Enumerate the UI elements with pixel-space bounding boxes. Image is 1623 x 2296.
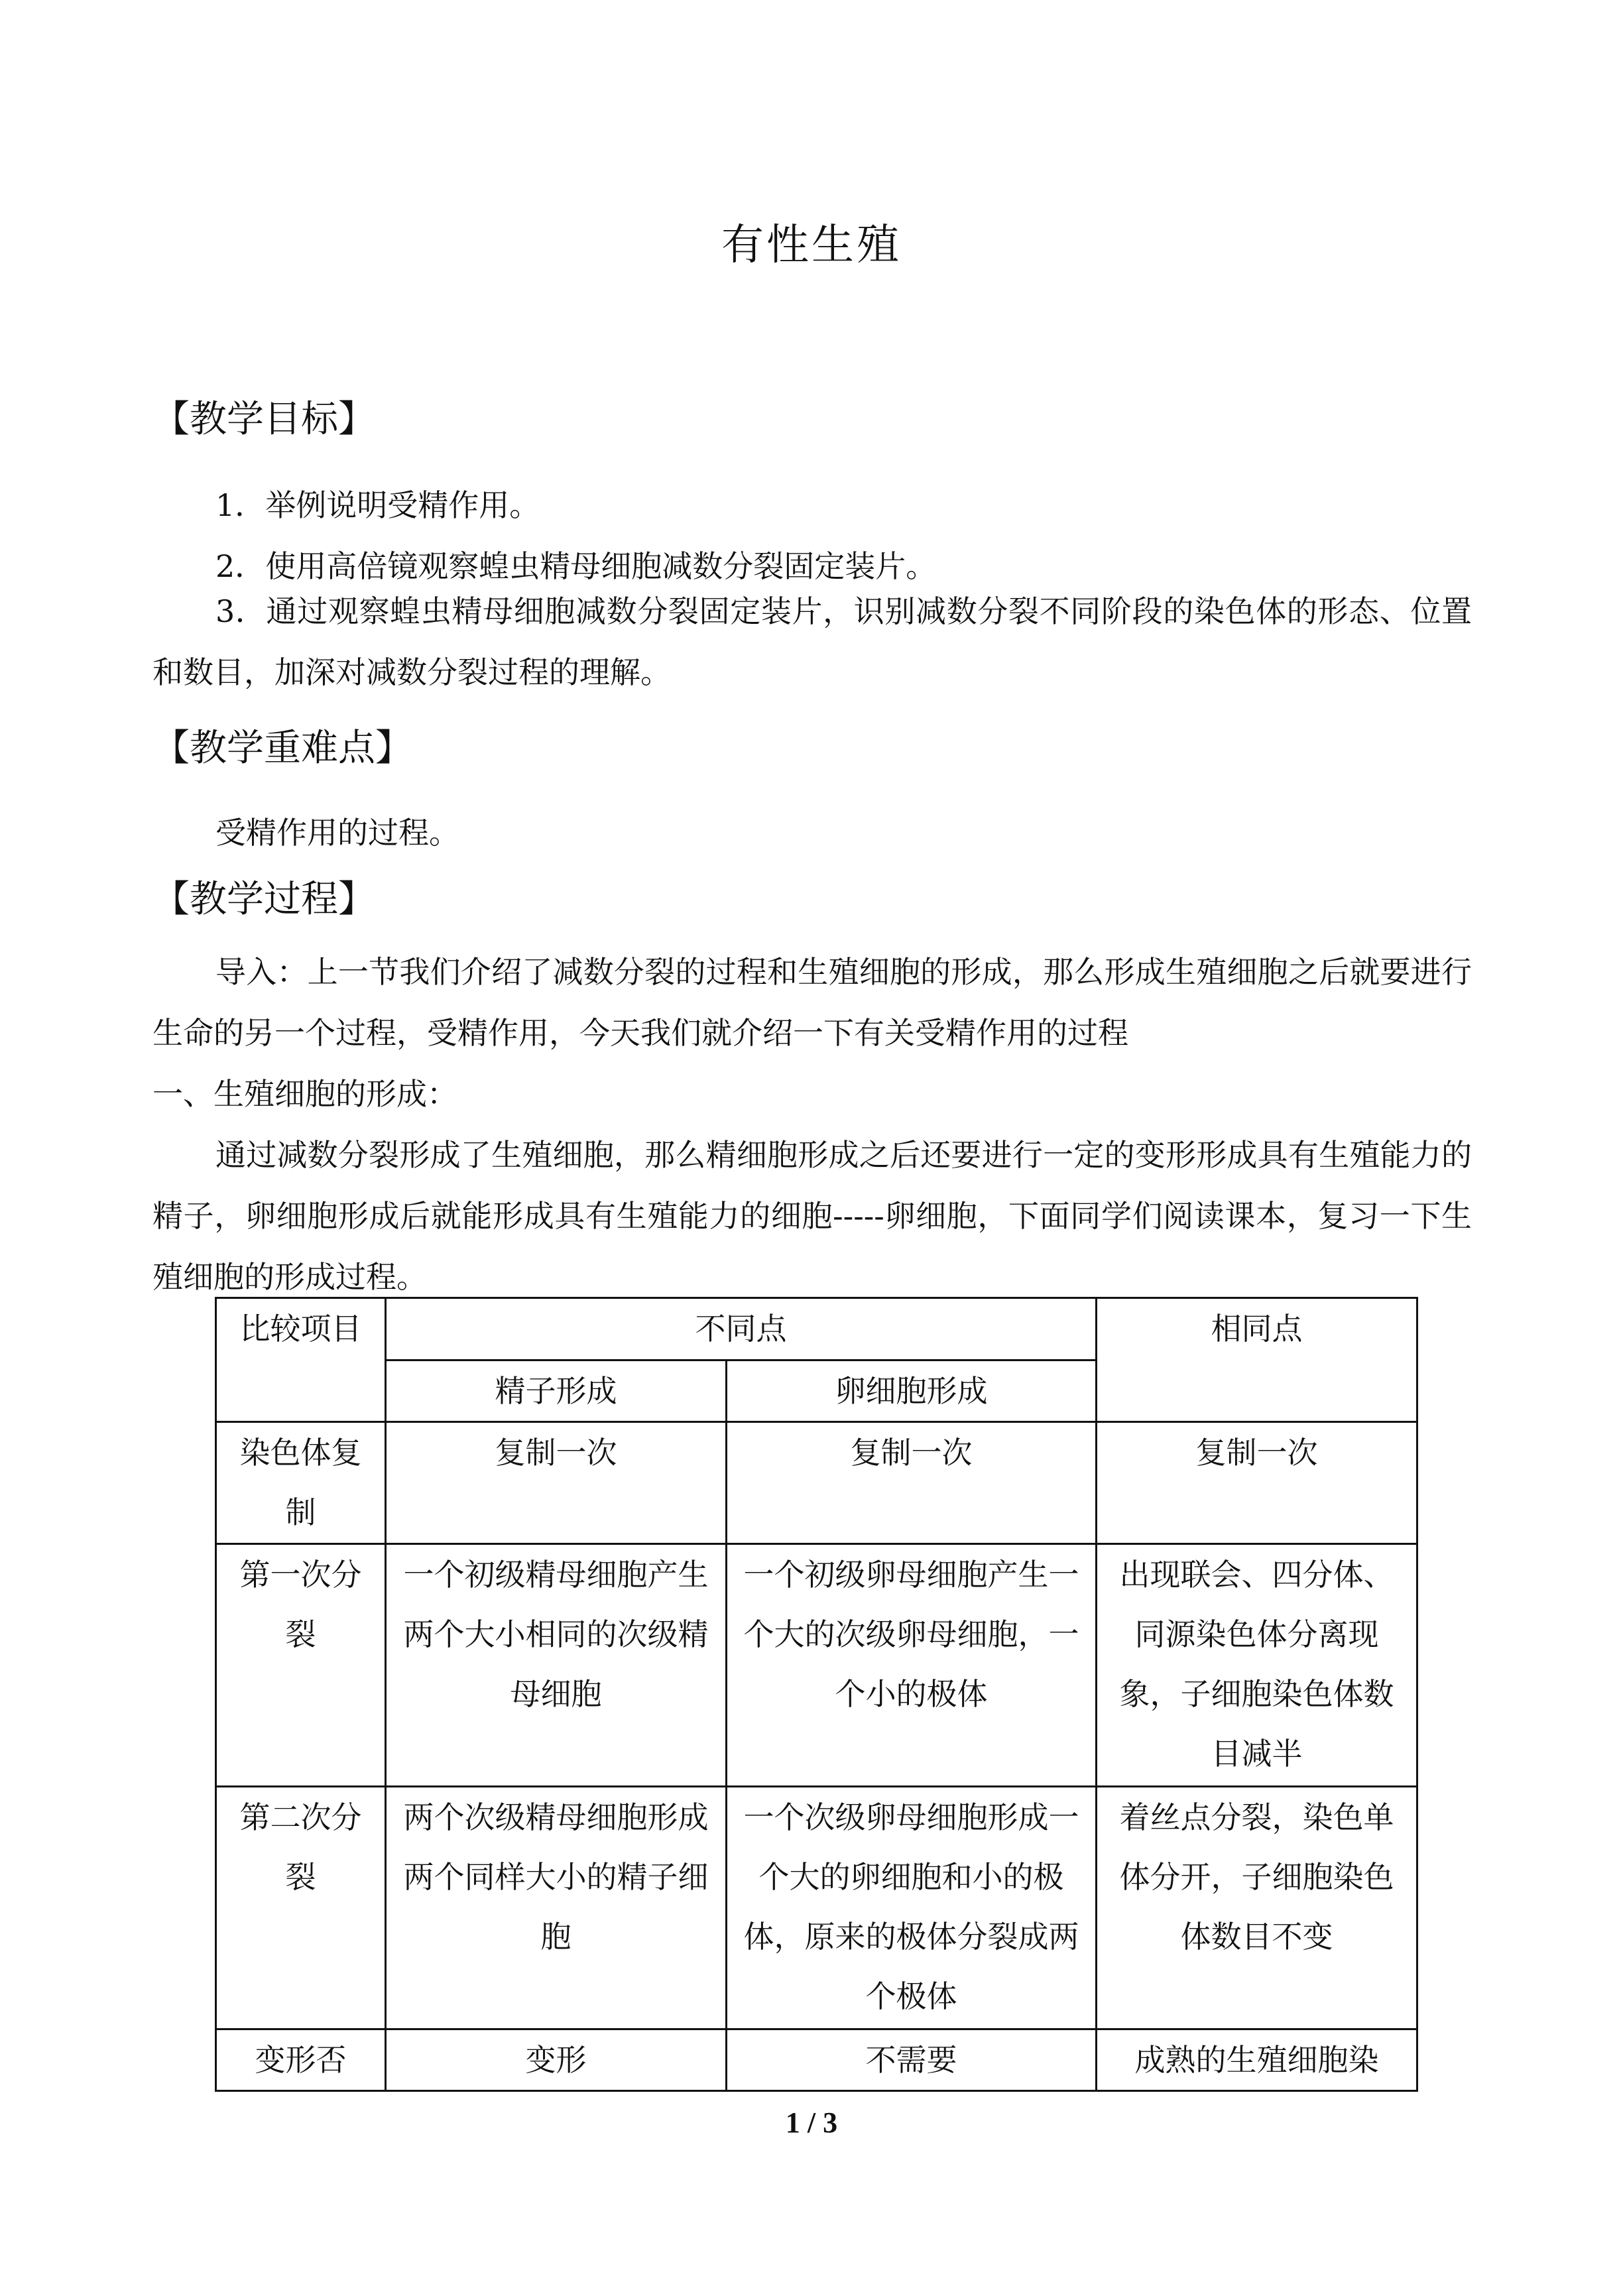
table-row bbox=[216, 2029, 1417, 2091]
row-same: 成熟的生殖细胞染 bbox=[1097, 2029, 1417, 2091]
process-heading: 【教学过程】 bbox=[152, 878, 375, 921]
page-number: 1 / 3 bbox=[785, 2106, 838, 2139]
table-row bbox=[216, 1422, 1417, 1544]
row-item: 染色体复制 bbox=[216, 1422, 386, 1544]
comparison-table bbox=[215, 1297, 1418, 2092]
objectives-heading: 【教学目标】 bbox=[152, 398, 375, 441]
section1-title: 一、生殖细胞的形成： bbox=[152, 1076, 457, 1112]
row-sperm: 一个初级精母细胞产生两个大小相同的次级精母细胞 bbox=[386, 1544, 727, 1787]
row-egg: 一个次级卵母细胞形成一个大的卵细胞和小的极体，原来的极体分裂成两个极体 bbox=[727, 1787, 1097, 2029]
objective-item-1: 1．举例说明受精作用。 bbox=[215, 487, 540, 523]
row-item: 第二次分裂 bbox=[216, 1787, 386, 2029]
objective-item-3: 3．通过观察蝗虫精母细胞减数分裂固定装片，识别减数分裂不同阶段的染色体的形态、位置和数目，加深对减数分裂过程的理解。 bbox=[152, 593, 1472, 690]
objective-item-2: 2．使用高倍镜观察蝗虫精母细胞减数分裂固定装片。 bbox=[215, 548, 937, 584]
table-header-row bbox=[216, 1298, 1417, 1360]
row-item: 第一次分裂 bbox=[216, 1544, 386, 1787]
header-item: 比较项目 bbox=[216, 1298, 386, 1422]
key-points-heading: 【教学重难点】 bbox=[152, 727, 412, 770]
row-item: 变形否 bbox=[216, 2029, 386, 2091]
header-same: 相同点 bbox=[1097, 1298, 1417, 1422]
table-row bbox=[216, 1544, 1417, 1787]
subheader-egg: 卵细胞形成 bbox=[727, 1360, 1097, 1422]
row-same: 着丝点分裂，染色单体分开，子细胞染色体数目不变 bbox=[1097, 1787, 1417, 2029]
row-sperm: 变形 bbox=[386, 2029, 727, 2091]
row-same: 出现联会、四分体、同源染色体分离现象，子细胞染色体数目减半 bbox=[1097, 1544, 1417, 1787]
row-egg: 不需要 bbox=[727, 2029, 1097, 2091]
subheader-sperm: 精子形成 bbox=[386, 1360, 727, 1422]
table-row bbox=[216, 1787, 1417, 2029]
row-same: 复制一次 bbox=[1097, 1422, 1417, 1544]
row-egg: 复制一次 bbox=[727, 1422, 1097, 1544]
header-diff: 不同点 bbox=[386, 1298, 1097, 1360]
process-intro: 导入：上一节我们介绍了减数分裂的过程和生殖细胞的形成，那么形成生殖细胞之后就要进行生命的另一个过程，受精作用，今天我们就介绍一下有关受精作用的过程 bbox=[152, 954, 1472, 1051]
page-title: 有性生殖 bbox=[721, 221, 902, 270]
row-sperm: 两个次级精母细胞形成两个同样大小的精子细胞 bbox=[386, 1787, 727, 2029]
key-points-text: 受精作用的过程。 bbox=[215, 815, 459, 851]
section1-text: 通过减数分裂形成了生殖细胞，那么精细胞形成之后还要进行一定的变形形成具有生殖能力的精子，卵细胞形成后就能形成具有生殖能力的细胞-----卵细胞，下面同学们阅读课本，复习一下生殖细胞的形成过程。 bbox=[152, 1137, 1472, 1295]
row-egg: 一个初级卵母细胞产生一个大的次级卵母细胞，一个小的极体 bbox=[727, 1544, 1097, 1787]
row-sperm: 复制一次 bbox=[386, 1422, 727, 1544]
